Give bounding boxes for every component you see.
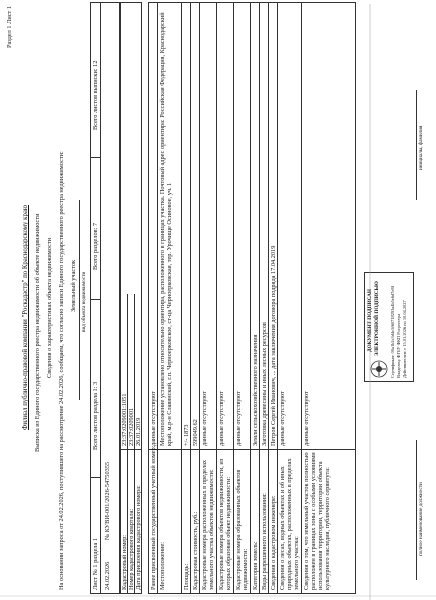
row-label: Номер кадастрового квартала: [128,508,135,590]
row-value: данные отсутствуют [218,391,225,446]
emblem-icon [370,360,388,378]
summary-total-sheets: Всего листов выписки: 12 [92,60,99,130]
stamp-owner: Владелец: ФГБУ ФКП Росреестра [396,313,401,378]
row-label: Местоположение: [159,542,166,590]
row-label: Сведения о лесах, водных объектах и об иных природных объектах, расположенных в пределах земельного участка: [279,458,300,590]
row-value: данные отсутствуют [235,391,242,446]
row-label: Кадастровый номер: [121,534,128,590]
row-value: Петров Сергей Иванович, ... дата заключения договора подряда 17.04.2019 [270,245,277,446]
row-label: Кадастровые номера расположенных в пределах земельного участка объектов недвижимости: [201,459,215,590]
row-value: 599049.62 [192,419,199,446]
row-value: 23:37:0209001:1051 [121,393,128,446]
row-label: Кадастровые номера образованных объектов недвижимости: [235,469,249,590]
row-value: Земли сельскохозяйственного назначения [252,334,259,446]
document-subtitle: Сведения о характеристиках объекта недвижимости [46,238,53,378]
stamp-line-1: ДОКУМЕНТ ПОДПИСАН [367,289,373,352]
position-caption: полное наименование должности [418,482,424,556]
object-type: Земельный участок [70,259,77,312]
row-label: Кадастровые номера объектов недвижимости, из которых образован объект недвижимости: [218,458,232,590]
object-type-caption: вид объекта недвижимости [81,271,87,332]
row-value: +/- 1873 [183,424,190,446]
stamp-line-2: ЭЛЕКТРОННОЙ ПОДПИСЬЮ [374,281,380,356]
row-label: Ранее присвоенный государственный учетный номер: [150,445,157,590]
row-value: 26.01.2019 [135,417,142,446]
row-value: данные отсутствуют [150,391,157,446]
request-line: На основании запроса от 24.02.2026, поступившего на рассмотрение 24.02.2026, сообщаем, что согласно записи Единого государственного реестра недвижимости: [58,151,65,590]
row-label: Виды разрешенного использования: [261,493,268,590]
summary-doc-number: № КУВИ-001/2026-54750355 [104,461,111,540]
summary-sheet: Лист № 1 раздела 1 [92,537,99,590]
row-value: 23:37:0209001 [128,407,135,446]
row-value: Заготовка древесины и иных лесных ресурсов [261,322,268,446]
row-value: данные отсутствуют [279,391,286,446]
stamp-cert: Сертификат: 00a1b2c3d4e5f60718293a4b5c6d7e8f [390,286,395,378]
summary-date: 24.02.2026 [104,561,111,590]
row-label: Сведения о кадастровом инженере: [270,495,277,590]
row-label: Категория земель: [252,541,259,590]
summary-sections: Всего разделов: 7 [92,222,99,270]
row-label: Площадь: [183,563,190,590]
stamp-valid: Действителен: с 15.01.2026 по 10.04.2027 [402,300,407,378]
org-name: Филиал публично-правовой компании "Роскадастр" по Краснодарскому краю [22,205,29,430]
row-value: данные отсутствуют [303,391,310,446]
row-label: Сведения о том, что земельный участок полностью расположен в границах зоны с особыми условиями использования территории, территории объекта культурного наследия, публичного сервитута: [303,452,331,590]
initials-caption: инициалы, фамилия [418,125,424,170]
document-name: Выписка из Единого государственного реестра недвижимости об объекте недвижимости [34,213,41,452]
section-label: Раздел 1 Лист 1 [6,6,13,49]
row-label: Кадастровая стоимость, руб.: [192,511,199,590]
row-label: Дата присвоения кадастрового номера: [135,485,142,590]
row-value: Местоположение установлено относительно ориентира, расположенного в границах участка. Почтовый адрес ориентира: Российская Федерация, Краснодарский край, м.р-н Славянский, г.п. Черноерковское, ст-ца Черноерковская, тер. Урочище Осиновое, уч. 1 [159,12,173,446]
summary-sheets-in-section: Всего листов раздела 1: 3 [92,381,99,450]
row-value: данные отсутствуют [201,391,208,446]
